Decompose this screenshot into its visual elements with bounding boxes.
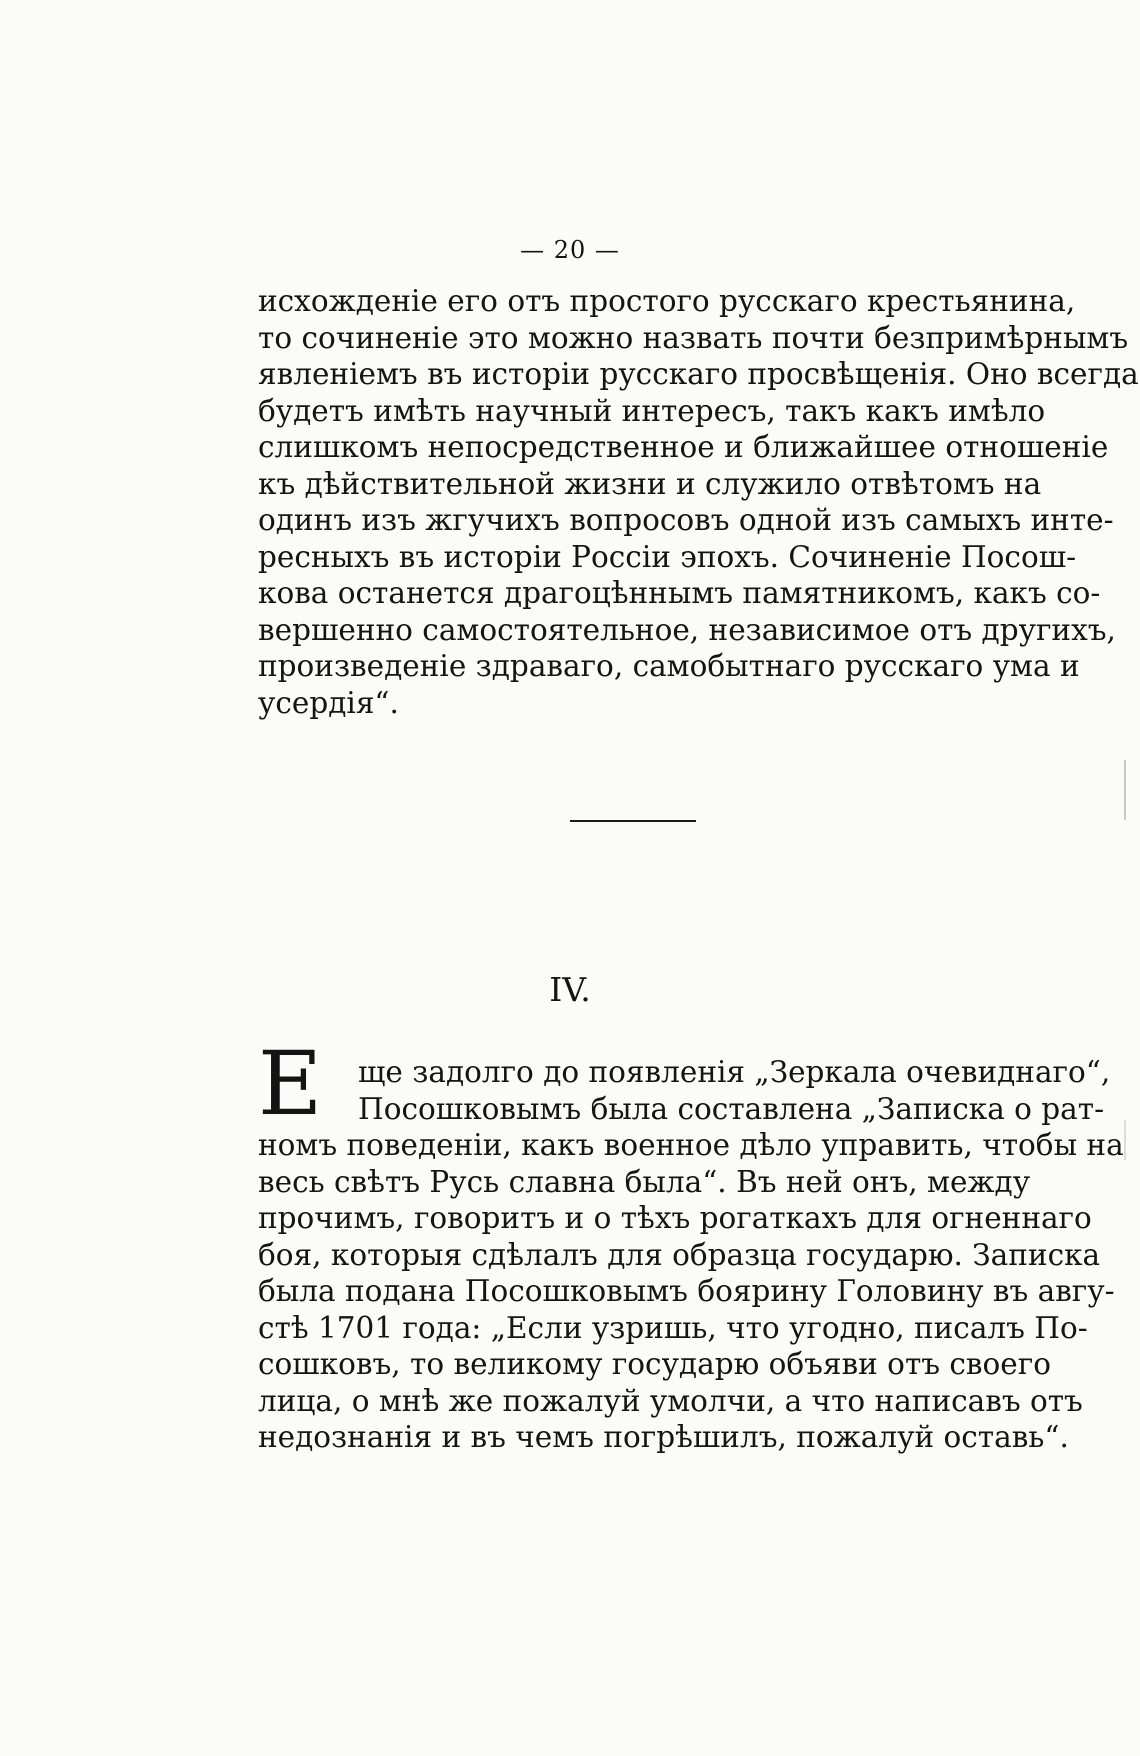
text-line: стѣ 1701 года: „Если узришь, что угодно, писалъ По- [258, 1310, 1088, 1345]
text-line: сошковъ, то великому государю объяви отъ своего [258, 1347, 1051, 1381]
page-number: — 20 — [520, 236, 620, 264]
paragraph-continuation [258, 283, 1139, 721]
text-line: боя, которыя сдѣлалъ для образца государю. Записка [258, 1237, 1101, 1272]
text-line: то сочиненіе это можно назвать почти безпримѣрнымъ [258, 320, 1129, 355]
text-line: исхожденіе его отъ простого русскаго крестьянина, [258, 284, 1076, 318]
drop-cap: Е [258, 1032, 323, 1135]
text-line: была подана Посошковымъ боярину Головину въ авгу- [258, 1274, 1115, 1308]
text-line: явленіемъ въ исторіи русскаго просвѣщенія. Оно всегда [258, 357, 1139, 391]
text-line: лица, о мнѣ же пожалуй умолчи, а что написавъ отъ [258, 1383, 1083, 1418]
text-line: номъ поведеніи, какъ военное дѣло управить, чтобы на [258, 1128, 1124, 1162]
text-line: слишкомъ непосредственное и ближайшее отношеніе [258, 430, 1109, 464]
text-line: одинъ изъ жгучихъ вопросовъ одной изъ самыхъ инте- [258, 503, 1114, 537]
text-line: ще задолго до появленія „Зеркала очевиднаго“, [358, 1055, 1111, 1089]
section-divider [570, 820, 696, 822]
scan-edge-mark [1124, 1120, 1126, 1160]
text-line: будетъ имѣть научный интересъ, такъ какъ имѣло [258, 393, 1046, 428]
text-line: весь свѣтъ Русь славна была“. Въ ней онъ, между [258, 1164, 1031, 1199]
text-line: Посошковымъ была составлена „Записка о рат- [358, 1091, 1105, 1126]
scan-edge-mark [1124, 760, 1126, 820]
section-heading: IV. [549, 970, 591, 1009]
text-line: недознанія и въ чемъ погрѣшилъ, пожалуй оставь“. [258, 1420, 1069, 1454]
text-line: къ дѣйствительной жизни и служило отвѣтомъ на [258, 466, 1042, 501]
text-line: произведеніе здраваго, самобытнаго русскаго ума и [258, 649, 1080, 683]
text-line: прочимъ, говоритъ и о тѣхъ рогаткахъ для огненнаго [258, 1201, 1092, 1235]
section-paragraph [258, 1054, 1124, 1456]
text-line: вершенно самостоятельное, независимое отъ другихъ, [258, 612, 1116, 647]
text-line: кова останется драгоцѣннымъ памятникомъ, какъ со- [258, 576, 1101, 610]
text-line: усердія“. [258, 685, 399, 720]
text-line: ресныхъ въ исторіи Россіи эпохъ. Сочиненіе Посош- [258, 539, 1077, 574]
